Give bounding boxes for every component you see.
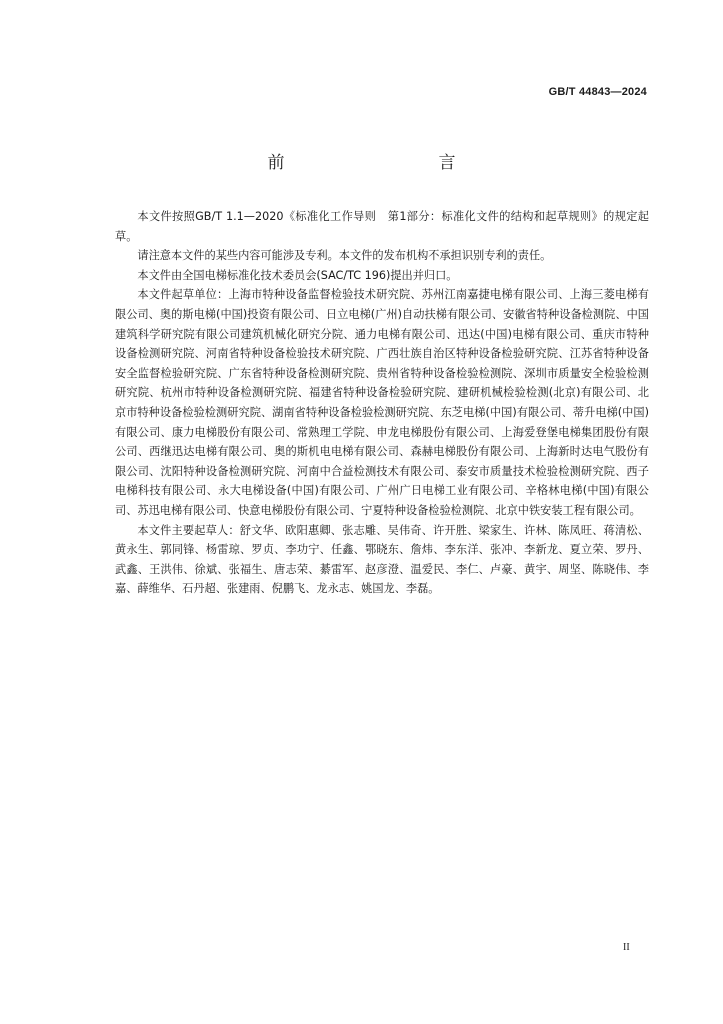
- paragraph-drafters: 本文件主要起草人：舒文华、欧阳惠卿、张志雕、吴伟奇、许开胜、梁家生、许林、陈凤旺、蒋清松、黄永生、郭同锋、杨雷琼、罗贞、李功宁、任鑫、鄂晓东、詹炜、李东洋、张冲、李新龙、夏立荣、罗丹、武鑫、王洪伟、徐斌、张福生、唐志荣、綦雷军、赵彦澄、温爱民、李仁、卢豪、黄宇、周坚、陈晓伟、李嘉、薛维华、石丹超、张建雨、倪鹏飞、龙永志、姚国龙、李磊。: [115, 523, 649, 596]
- paragraph-patent-notice: 请注意本文件的某些内容可能涉及专利。本文件的发布机构不承担识别专利的责任。: [137, 249, 552, 263]
- paragraph-drafting-units: 本文件起草单位：上海市特种设备监督检验技术研究院、苏州江南嘉捷电梯有限公司、上海三菱电梯有限公司、奥的斯电梯(中国)投资有限公司、日立电梯(广州)自动扶梯有限公司、安徽省特种设备检测院、中国建筑科学研究院有限公司建筑机械化研究分院、通力电梯有限公司、迅达(中国)电梯有限公司、重庆市特种设备检测研究院、河南省特种设备检验技术研究院、广西壮族自治区特种设备检验研究院、江苏省特种设备安全监督检验研究院、广东省特种设备检测研究院、贵州省特种设备检验检测院、深圳市质量安全检验检测研究院、杭州市特种设备检测研究院、福建省特种设备检验研究院、建研机械检验检测(北京)有限公司、北京市特种设备检验检测研究院、湖南省特种设备检验检测研究院、东芝电梯(中国)有限公司、蒂升电梯(中国)有限公司、康力电梯股份有限公司、常熟理工学院、申龙电梯股份有限公司、上海爱登堡电梯集团股份有限公司、西继迅达电梯有限公司、奥的斯机电电梯有限公司、森赫电梯股份有限公司、上海新时达电气股份有限公司、沈阳特种设备检测研究院、河南中合益检测技术有限公司、泰安市质量技术检验检测研究院、西子电梯科技有限公司、永大电梯设备(中国)有限公司、广州广日电梯工业有限公司、辛格林电梯(中国)有限公司、苏迅电梯有限公司、快意电梯股份有限公司、宁夏特种设备检验检测院、北京中铁安装工程有限公司。: [115, 288, 649, 517]
- document-code: GB/T 44843—2024: [548, 86, 647, 98]
- page-number: II: [623, 942, 630, 953]
- foreword-body: [115, 207, 649, 599]
- paragraph-proposer: 本文件由全国电梯标准化技术委员会(SAC/TC 196)提出并归口。: [137, 268, 458, 282]
- paragraph-drafting-rules: 本文件按照GB/T 1.1—2020《标准化工作导则 第1部分：标准化文件的结构和起草规则》的规定起草。: [115, 210, 649, 243]
- page-title: 前 言: [267, 153, 496, 173]
